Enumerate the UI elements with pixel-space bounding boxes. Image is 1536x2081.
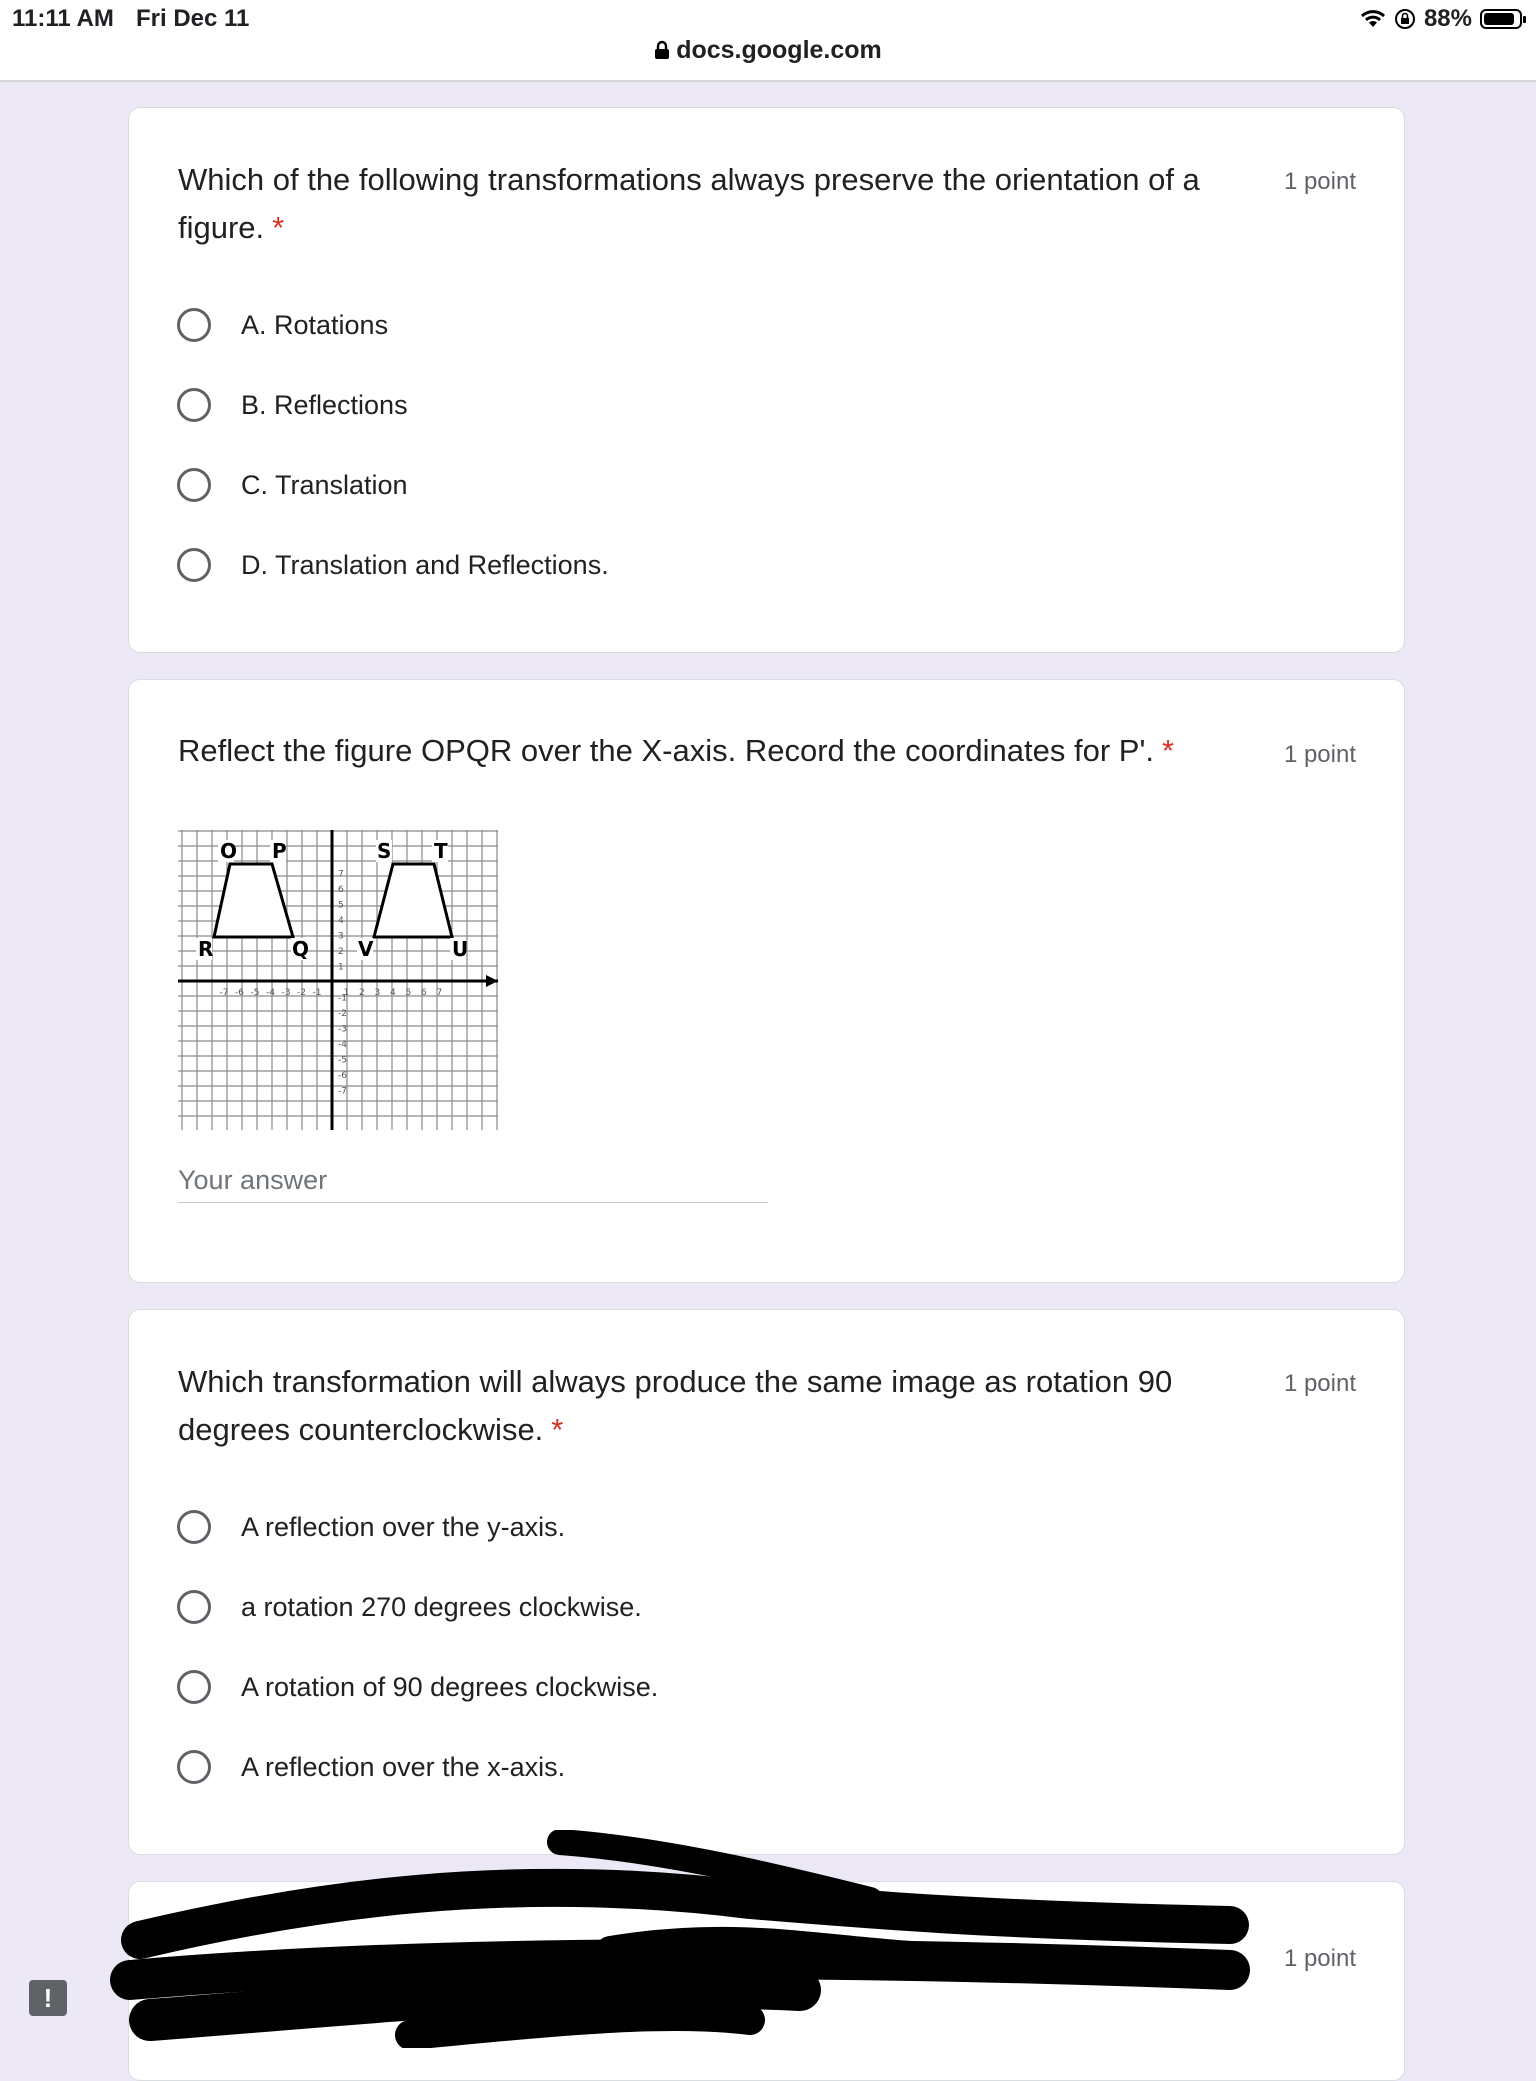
x-tick-label: -2 <box>297 988 306 998</box>
x-tick-label: -3 <box>281 988 291 998</box>
x-tick-label: 7 <box>436 988 443 998</box>
option-label: a rotation 270 degrees clockwise. <box>241 1591 642 1622</box>
radio-option[interactable] <box>177 385 408 425</box>
y-tick-label: 3 <box>338 931 344 942</box>
battery-icon <box>1480 9 1522 29</box>
report-issue-button[interactable]: ! <box>29 1980 67 2016</box>
required-asterisk: * <box>1161 733 1175 768</box>
required-asterisk: * <box>272 210 285 245</box>
status-time: 11:11 AM <box>12 5 114 32</box>
y-tick-label: 2 <box>338 947 344 957</box>
x-tick-label: -1 <box>312 988 322 998</box>
radio-button[interactable] <box>177 1750 211 1784</box>
lock-icon <box>654 40 670 60</box>
question-points: 1 point <box>1283 1945 1356 1972</box>
y-tick-label: -1 <box>338 993 347 1004</box>
option-label: A reflection over the x-axis. <box>241 1751 566 1782</box>
x-tick-label: 4 <box>390 988 396 998</box>
label-t: T <box>434 839 448 863</box>
y-tick-label: -6 <box>338 1071 347 1081</box>
radio-button[interactable] <box>177 1590 211 1624</box>
y-tick-label: -2 <box>338 1009 347 1019</box>
radio-button[interactable] <box>177 1670 211 1704</box>
option-label: B. Reflections <box>241 389 408 420</box>
radio-button[interactable] <box>177 388 211 422</box>
y-tick-label: 1 <box>338 962 344 973</box>
label-s: S <box>377 839 392 863</box>
radio-button[interactable] <box>177 1510 211 1544</box>
option-label: A rotation of 90 degrees clockwise. <box>241 1671 659 1702</box>
option-label: A. Rotations <box>241 309 389 340</box>
option-label: C. Translation <box>241 469 408 500</box>
x-tick-label: 5 <box>405 988 412 998</box>
status-right <box>1360 5 1522 33</box>
question-points: 1 point <box>1283 1370 1356 1397</box>
redaction-scribble <box>110 1830 1250 2048</box>
wifi-icon <box>1360 9 1386 29</box>
x-tick-label: 1 <box>343 988 350 998</box>
status-bar <box>0 0 1536 82</box>
radio-option[interactable] <box>177 545 609 585</box>
question-card-1 <box>128 107 1405 653</box>
x-tick-label: -5 <box>250 988 260 998</box>
battery-percent: 88% <box>1423 5 1472 32</box>
radio-option[interactable] <box>177 1587 642 1627</box>
question-points: 1 point <box>1283 168 1356 195</box>
y-tick-label: 6 <box>338 885 344 895</box>
radio-button[interactable] <box>177 548 211 582</box>
x-tick-label: 3 <box>374 988 381 998</box>
question-points: 1 point <box>1283 741 1356 768</box>
url-text: docs.google.com <box>676 36 882 64</box>
y-tick-label: -3 <box>338 1024 347 1035</box>
figure-stuv <box>374 864 452 937</box>
label-p: P <box>272 839 287 863</box>
y-tick-label: 5 <box>338 900 344 911</box>
radio-button[interactable] <box>177 468 211 502</box>
radio-option[interactable] <box>177 1507 565 1547</box>
radio-button[interactable] <box>177 308 211 342</box>
y-tick-label: 4 <box>338 916 344 926</box>
coordinate-grid-image <box>178 830 498 1130</box>
x-axis-arrow <box>486 975 498 987</box>
radio-option[interactable] <box>177 305 388 345</box>
option-label: A reflection over the y-axis. <box>241 1511 566 1542</box>
question-card-3 <box>128 1309 1405 1855</box>
question-card-2 <box>128 679 1405 1283</box>
required-asterisk: * <box>551 1412 564 1447</box>
question-title: Which of the following transformations always preserve the orientation of a figure. * <box>178 162 1200 245</box>
radio-option[interactable] <box>177 1667 658 1707</box>
figure-opqr <box>214 864 293 937</box>
y-tick-label: -7 <box>338 1086 347 1097</box>
question-title: Which transformation will always produce the same image as rotation 90 degrees counterclockwise. * <box>178 1364 1173 1447</box>
x-tick-label: -7 <box>219 988 229 998</box>
x-tick-label: -6 <box>235 988 244 998</box>
status-date: Fri Dec 11 <box>136 5 250 32</box>
label-r: R <box>198 937 214 961</box>
question-title: Reflect the figure OPQR over the X-axis. Record the coordinates for P'. * <box>178 733 1175 768</box>
x-tick-label: -4 <box>266 988 275 998</box>
x-tick-label: 6 <box>421 988 427 998</box>
label-u: U <box>452 937 469 961</box>
answer-input[interactable] <box>178 1158 768 1203</box>
label-o: O <box>220 839 238 863</box>
label-v: V <box>358 937 374 961</box>
y-tick-label: 7 <box>338 869 344 880</box>
address-bar[interactable] <box>0 36 1536 65</box>
radio-option[interactable] <box>177 1747 565 1787</box>
y-tick-label: -4 <box>338 1040 347 1050</box>
radio-option[interactable] <box>177 465 408 505</box>
x-tick-label: 2 <box>359 988 365 998</box>
label-q: Q <box>292 937 310 961</box>
orientation-lock-icon <box>1394 8 1416 30</box>
option-label: D. Translation and Reflections. <box>241 549 609 580</box>
y-tick-label: -5 <box>338 1055 347 1066</box>
